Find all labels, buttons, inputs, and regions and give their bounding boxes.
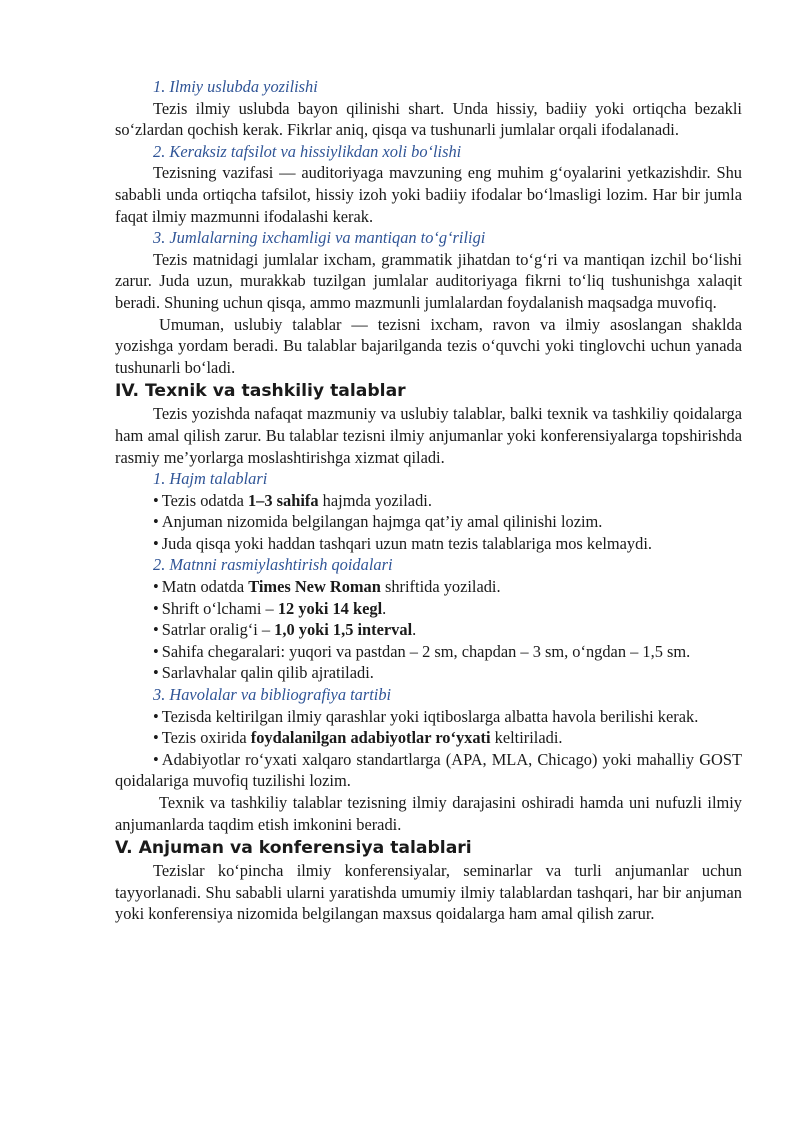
- section-iv-intro: Tezis yozishda nafaqat mazmuniy va uslubiy talablar, balki texnik va tashkiliy qoidalarga ham amal qilish zarur. Bu talablar tezisni ilmiy anjumanlar yoki konferensiyalarga topshirishda rasmiy me’yorlarga moslashtirishga xizmat qiladi.: [115, 404, 742, 467]
- bullet-icon: •: [153, 512, 159, 532]
- section-heading-iv: IV. Texnik va tashkiliy talablar: [115, 381, 406, 402]
- bullet-icon: •: [153, 598, 159, 618]
- paragraph-2: Tezisning vazifasi — auditoriyaga mavzuning eng muhim g‘oyalarini yetkazishdir. Shu sababli unda ortiqcha tafsilot, hissiy izoh yoki badiiy ifodalar bo‘lmasligi lozim. Har bir jumla faqat ilmiy mazmunni ifodalashi kerak.: [115, 163, 742, 226]
- subheading-2: 2. Keraksiz tafsilot va hissiylikdan xoli bo‘lishi: [153, 141, 462, 161]
- bullet-icon: •: [153, 641, 159, 661]
- list-item: • Anjuman nizomida belgilangan hajmga qat’iy amal qilinishi lozim.: [153, 512, 603, 532]
- section-heading-v: V. Anjuman va konferensiya talablari: [115, 838, 472, 859]
- bullet-icon: •: [153, 577, 159, 597]
- subheading-references: 3. Havolalar va bibliografiya tartibi: [153, 685, 392, 705]
- paragraph-1: Tezis ilmiy uslubda bayon qilinishi shart. Unda hissiy, badiiy yoki ortiqcha bezakli so‘zlardan qochish kerak. Fikrlar aniq, qisqa va tushunarli jumlalar orqali ifodalanadi.: [115, 98, 742, 140]
- summary-paragraph-1: [115, 314, 742, 379]
- list-item: • Satrlar oralig‘i – 1,0 yoki 1,5 interval.: [153, 620, 417, 640]
- subheading-3: 3. Jumlalarning ixchamligi va mantiqan to‘g‘riligi: [153, 228, 486, 248]
- subheading-1: 1. Ilmiy uslubda yozilishi: [153, 77, 318, 96]
- summary-text: Umuman, uslubiy talablar — tezisni ixcham, ravon va ilmiy asoslangan shaklda yozishga yordam beradi. Bu talablar bajarilganda tezis o‘quvchi yoki tinglovchi uchun yanada tushunarli bo‘ladi.: [115, 314, 742, 377]
- bullet-icon: •: [153, 620, 159, 640]
- paragraph-3: Tezis matnidagi jumlalar ixcham, grammatik jihatdan to‘g‘ri va mantiqan izchil bo‘lishi zarur. Juda uzun, murakkab tuzilgan jumlalar auditoriyaga fikrni to‘liq tushunishga xalaqit beradi. Shuning uchun qisqa, ammo mazmunli jumlalardan foydalanish maqsadga muvofiq.: [115, 249, 742, 312]
- list-item: • Juda qisqa yoki haddan tashqari uzun matn tezis talablariga mos kelmaydi.: [153, 533, 652, 553]
- bullet-icon: •: [153, 728, 159, 748]
- list-item: • Tezis oxirida foydalanilgan adabiyotlar ro‘yxati keltiriladi.: [153, 728, 563, 748]
- list-item: • Shrift o‘lchami – 12 yoki 14 kegl.: [153, 598, 387, 618]
- list-item: • Sarlavhalar qalin qilib ajratiladi.: [153, 663, 374, 683]
- list-item: • Matn odatda Times New Roman shriftida yoziladi.: [153, 577, 501, 597]
- list-item: • Adabiyotlar ro‘yxati xalqaro standartlarga (APA, MLA, Chicago) yoki mahalliy GOST qoidalariga muvofiq tuzilishi lozim.: [115, 749, 742, 791]
- subheading-formatting: 2. Matnni rasmiylashtirish qoidalari: [153, 555, 393, 575]
- bullet-icon: •: [153, 749, 159, 769]
- bullet-icon: •: [153, 663, 159, 683]
- bullet-icon: •: [153, 533, 159, 553]
- list-item: • Sahifa chegaralari: yuqori va pastdan – 2 sm, chapdan – 3 sm, o‘ngdan – 1,5 sm.: [153, 641, 691, 661]
- section-v-intro: Tezislar ko‘pincha ilmiy konferensiyalar, seminarlar va turli anjumanlar uchun tayyorlanadi. Shu sababli ularni yaratishda umumiy ilmiy talablardan tashqari, har bir anjuman yoki konferensiya nizomida belgilangan maxsus qoidalarga ham amal qilish zarur.: [115, 861, 742, 924]
- subheading-volume: 1. Hajm talablari: [153, 469, 268, 489]
- bullet-icon: •: [153, 490, 159, 510]
- bullet-icon: •: [153, 706, 159, 726]
- list-item: • Tezis odatda 1–3 sahifa hajmda yoziladi.: [153, 490, 432, 510]
- summary-text: Texnik va tashkiliy talablar tezisning ilmiy darajasini oshiradi hamda uni nufuzli ilmiy anjumanlarda taqdim etish imkonini beradi.: [115, 793, 742, 834]
- summary-paragraph-2: [115, 792, 742, 835]
- list-item: • Tezisda keltirilgan ilmiy qarashlar yoki iqtiboslarga albatta havola berilishi kerak.: [153, 706, 699, 726]
